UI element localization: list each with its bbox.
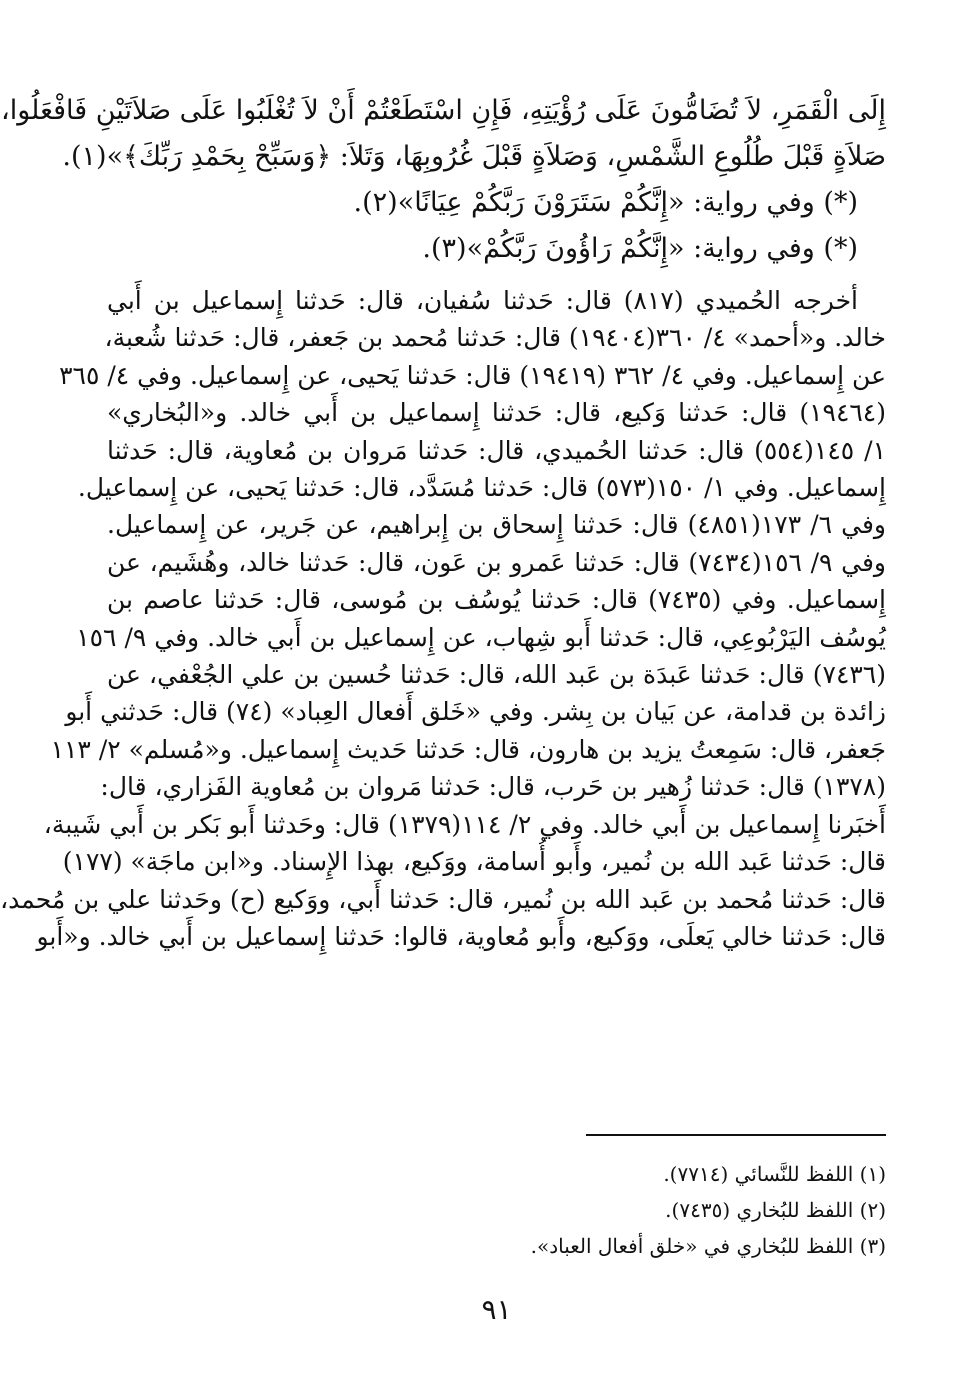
page-body — [0, 88, 887, 1326]
takhrij-line: عن إِسماعيل. وفي ٤/ ٣٦٢ (١٩٤١٩) قال: حَدثنا يَحيى، عن إِسماعيل. وفي ٤/ ٣٦٥ — [59, 360, 886, 390]
takhrij-line: (١٩٤٦٤) قال: حَدثنا وَكيع، قال: حَدثنا إِسماعيل بن أَبي خالد. و«البُخاري» — [107, 398, 886, 428]
takhrij-line: ١/ ١٤٥(٥٥٤) قال: حَدثنا الحُميدي، قال: حَدثنا مَروان بن مُعاوية، قال: حَدثنا — [107, 435, 886, 465]
takhrij-line: خالد. و«أحمد» ٤/ ٣٦٠(١٩٤٠٤) قال: حَدثنا مُحمد بن جَعفر، قال: حَدثنا شُعبة، — [104, 323, 886, 353]
takhrij-line: زائدة بن قدامة، عن بَيان بن بِشر. وفي «خَلق أَفعال العِباد» (٧٤) قال: حَدثني أَبو — [65, 697, 886, 727]
footnote-3: (٣) اللفظ للبُخاري في «خلق أفعال العباد». — [530, 1234, 886, 1258]
takhrij-line: قال: حَدثنا خالي يَعلَى، ووَكيع، وأَبو مُعاوية، قالوا: حَدثنا إِسماعيل بن أَبي خالد. و«أَبو — [36, 921, 886, 951]
takhrij-line: جَعفر، قال: سَمِعتُ يزيد بن هارون، قال: حَدثنا حَديث إِسماعيل. و«مُسلم» ٢/ ١١٣ — [50, 734, 886, 764]
takhrij-line: قال: حَدثنا مُحمد بن عَبد الله بن نُمير، قال: حَدثنا أَبي، ووَكيع (ح) وحَدثنا علي بن مُحمد، — [0, 884, 886, 914]
hadith-text — [1, 88, 886, 272]
footnote-divider — [586, 1134, 886, 1136]
footnote-1: (١) اللفظ للنَّسائي (٧٧١٤). — [663, 1162, 886, 1186]
takhrij-paragraph — [0, 282, 887, 955]
footnote-2: (٢) اللفظ للبُخاري (٧٤٣٥). — [665, 1198, 886, 1222]
footnotes — [107, 1156, 886, 1264]
takhrij-line: إِسماعيل. وفي ١/ ١٥٠(٥٧٣) قال: حَدثنا مُسَدَّد، قال: حَدثنا يَحيى، عن إِسماعيل. — [77, 473, 886, 503]
takhrij-line: يُوسُف اليَرْبُوعِي، قال: حَدثنا أَبو شِهاب، عن إِسماعيل بن أَبي خالد. وفي ٩/ ١٥٦ — [76, 622, 886, 652]
takhrij-line: (١٣٧٨) قال: حَدثنا زُهير بن حَرب، قال: حَدثنا مَروان بن مُعاوية الفَزاري، قال: — [100, 772, 886, 802]
takhrij-line: قال: حَدثنا عَبد الله بن نُمير، وأَبو أُسامة، ووَكيع، بهذا الإِسناد. و«ابن ماجَة» (١٧٧) — [62, 847, 886, 877]
takhrij-line: إِسماعيل. وفي (٧٤٣٥) قال: حَدثنا يُوسُف بن مُوسى، قال: حَدثنا عاصم بن — [107, 585, 886, 615]
hadith-line: صَلاَةٍ قَبْلَ طُلُوعِ الشَّمْسِ، وَصَلاَةٍ قَبْلَ غُرُوبِهَا، وَتَلاَ: ﴿وَسَبِّحْ بِحَمْدِ رَبِّكَ﴾»(١). — [62, 141, 886, 172]
takhrij-line: أخرجه الحُميدي (٨١٧) قال: حَدثنا سُفيان، قال: حَدثنا إِسماعيل بن أَبي — [107, 286, 858, 315]
takhrij-line: (٧٤٣٦) قال: حَدثنا عَبدَة بن عَبد الله، قال: حَدثنا حُسين بن علي الجُعْفي، عن — [107, 660, 886, 690]
takhrij-line: وفي ٦/ ١٧٣(٤٨٥١) قال: حَدثنا إِسحاق بن إِبراهيم، عن جَرير، عن إِسماعيل. — [107, 510, 886, 540]
hadith-line: إِلَى الْقَمَرِ، لاَ تُضَامُّونَ عَلَى رُؤْيَتِهِ، فَإِنِ اسْتَطَعْتُمْ أَنْ لاَ تُغْلَبُوا عَلَى صَلاَتَيْنِ فَافْعَلُوا، — [1, 95, 886, 126]
narration-variant: (*) وفي رواية: «إِنَّكُمْ سَتَرَوْنَ رَبَّكُمْ عِيَانًا»(٢). — [353, 187, 858, 218]
takhrij-line: أَخبَرنا إِسماعيل بن أَبي خالد. وفي ٢/ ١١٤(١٣٧٩) قال: وحَدثنا أَبو بَكر بن أَبي شَيبة، — [43, 809, 886, 839]
narration-variant: (*) وفي رواية: «إِنَّكُمْ رَاؤُونَ رَبَّكُمْ»(٣). — [422, 233, 858, 264]
takhrij-line: وفي ٩/ ١٥٦(٧٤٣٤) قال: حَدثنا عَمرو بن عَون، قال: حَدثنا خالد، وهُشَيم، عن — [107, 547, 887, 577]
page-number: ٩١ — [481, 1293, 512, 1326]
